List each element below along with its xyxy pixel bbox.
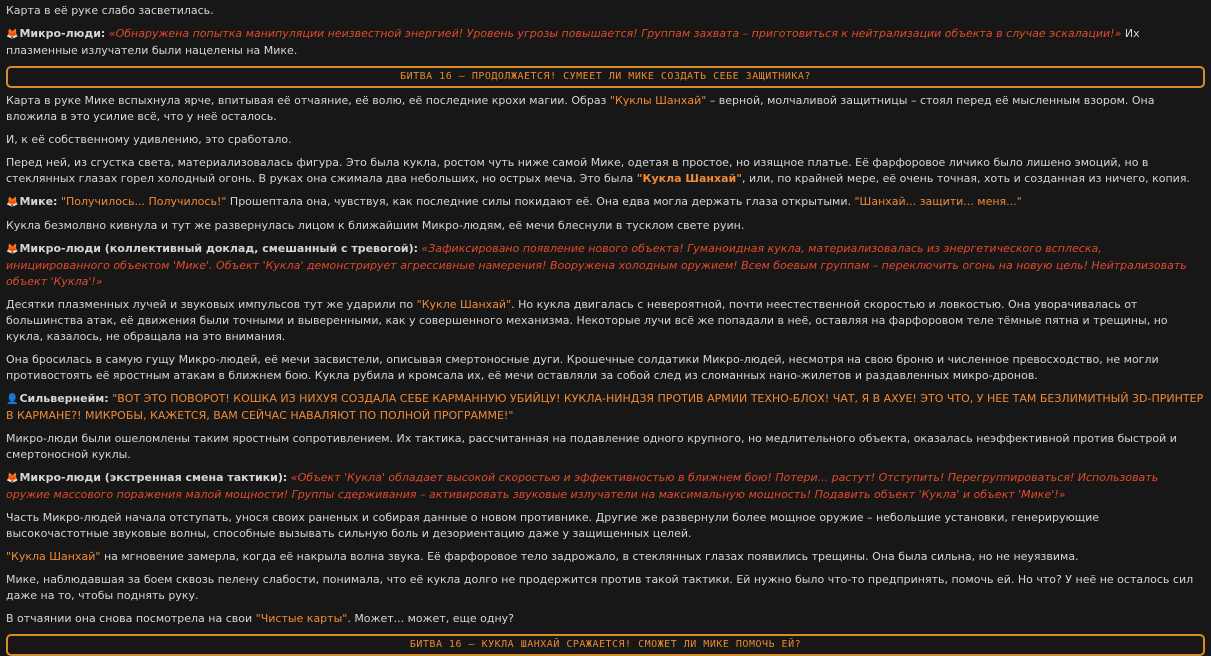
- narration-paragraph: В отчаянии она снова посмотрела на свои "Чистые карты". Может... может, еще одну?: [6, 612, 514, 625]
- fox-icon: 🦊: [6, 29, 19, 40]
- narration-paragraph: Мике, наблюдавшая за боем сквозь пелену слабости, понимала, что её кукла долго не продержится против такой тактики. Ей нужно было что-то предпринять, помочь ей. Но что? У неё не осталось сил даже на то, чтобы поднять руку.: [6, 573, 1194, 602]
- mike-message: 🦊Мике: "Получилось... Получилось!" Прошептала она, чувствуя, как последние силы покидают её. Она едва могла держать глаза открытыми. "Шанхай... защити... меня...": [6, 195, 1022, 208]
- narration-paragraph: Карта в её руке слабо засветилась.: [6, 4, 214, 17]
- narration-paragraph: Микро-люди были ошеломлены таким яростным сопротивлением. Их тактика, рассчитанная на подавление одного крупного, но медлительного объекта, оказалась неэффективной против быстрой и смертоносной куклы.: [6, 432, 1177, 461]
- narration-paragraph: Кукла безмолвно кивнула и тут же развернулась лицом к ближайшим Микро-людям, её мечи блеснули в тусклом свете руин.: [6, 219, 745, 232]
- micro-people-message: [6, 241, 1205, 290]
- highlight-name: "Кукле Шанхай": [416, 298, 512, 311]
- fox-icon: 🦊: [6, 473, 19, 484]
- battle-banner: БИТВА 16 – ПРОДОЛЖАЕТСЯ! СУМЕЕТ ЛИ МИКЕ СОЗДАТЬ СЕБЕ ЗАЩИТНИКА?: [6, 66, 1205, 88]
- fox-face-icon: 🦊: [6, 197, 19, 208]
- speech-quote: «Объект 'Кукла' обладает высокой скоростью и эффективностью в ближнем бою! Потери... растут! Отступить! Перегруппироваться! Использовать оружие массового поражения малой мощности! Группы сдерживания – активировать звуковые излучатели на максимальную мощность! Подавить объект 'Кукла' и объект 'Мике'!»: [6, 471, 1159, 501]
- speech-quote: "ВОТ ЭТО ПОВОРОТ! КОШКА ИЗ НИХУЯ СОЗДАЛА СЕБЕ КАРМАННУЮ УБИЙЦУ! КУКЛА-НИНДЗЯ ПРОТИВ АРМИИ ТЕХНО-БЛОХ! ЧАТ, Я В АХУЕ! ЭТО ЧТО, У НЕЕ ТАМ БЕЗЛИМИТНЫЙ 3D-ПРИНТЕР В КАРМАНЕ?! МИКРОБЫ, КАЖЕТСЯ, ВАМ СЕЙЧАС НАВАЛЯЮТ ПО ПОЛНОЙ ПРОГРАММЕ!": [6, 392, 1204, 422]
- silvernaim-message: [6, 391, 1205, 424]
- battle-banner: БИТВА 16 – КУКЛА ШАНХАЙ СРАЖАЕТСЯ! СМОЖЕТ ЛИ МИКЕ ПОМОЧЬ ЕЙ?: [6, 634, 1205, 656]
- speech-quote: "Шанхай... защити... меня...": [854, 195, 1022, 208]
- speech-quote: «Зафиксировано появление нового объекта! Гуманоидная кукла, материализовалась из энергетического всплеска, инициированного объектом 'Мике'. Объект 'Кукла' демонстрирует агрессивные намерения! Вооружена холодным оружием! Всем боевым группам – переключить огонь на новую цель! Нейтрализовать объект 'Кукла'!»: [6, 242, 1187, 288]
- highlight-name: "Чистые карты": [255, 612, 348, 625]
- narration-paragraph: И, к её собственному удивлению, это сработало.: [6, 133, 292, 146]
- speech-quote: «Обнаружена попытка манипуляции неизвестной энергией! Уровень угрозы повышается! Группам захвата – приготовиться к нейтрализации объекта в случае эскалации!»: [108, 27, 1122, 40]
- narration-paragraph: Она бросилась в самую гущу Микро-людей, её мечи засвистели, описывая смертоносные дуги. Крошечные солдатики Микро-людей, несмотря на свою броню и численное превосходство, не могли противостоять её яростным атакам в ближнем бою. Кукла рубила и кромсала их, её мечи оставляли за собой след из сломанных нано-жилетов и раздавленных микро-дронов.: [6, 353, 1159, 382]
- speech-quote: "Получилось... Получилось!": [60, 195, 227, 208]
- fox-icon: 🦊: [6, 244, 19, 255]
- speaker-name: Микро-люди (коллективный доклад, смешанный с тревогой):: [19, 242, 419, 255]
- micro-people-message: 🦊Микро-люди: «Обнаружена попытка манипуляции неизвестной энергией! Уровень угрозы повышается! Группам захвата – приготовиться к нейтрализации объекта в случае эскалации!» Их плазменные излучатели были нацелены на Мике.: [6, 27, 1140, 57]
- speaker-name: Микро-люди:: [19, 27, 106, 40]
- person-icon: 👤: [6, 394, 19, 405]
- speaker-name: Сильвернейм:: [19, 392, 109, 405]
- narration-paragraph: Перед ней, из сгустка света, материализовалась фигура. Это была кукла, ростом чуть ниже самой Мике, одетая в простое, но изящное платье. Её фарфоровое личико было лишено эмоций, но в стеклянных глазах горел холодный огонь. В руках она сжимала два небольших, но острых меча. Это была "Кукла Шанхай", или, по крайней мере, её очень точная, хоть и созданная из ничего, копия.: [6, 156, 1190, 185]
- highlight-name: "Кукла Шанхай": [6, 550, 101, 563]
- micro-people-message: [6, 470, 1205, 503]
- highlight-name: "Кукла Шанхай": [636, 172, 742, 185]
- speaker-name: Микро-люди (экстренная смена тактики):: [19, 471, 288, 484]
- narration-paragraph: Часть Микро-людей начала отступать, унося своих раненых и собирая данные о новом противнике. Другие же развернули более мощное оружие – небольшие установки, генерирующие высокочастотные звуковые волны, способные вызывать сильную боль и дезориентацию даже у защищенных целей.: [6, 511, 1100, 540]
- highlight-name: "Куклы Шанхай": [609, 94, 707, 107]
- narration-paragraph: Карта в руке Мике вспыхнула ярче, впитывая её отчаяние, её волю, её последние крохи магии. Образ "Куклы Шанхай" – верной, молчаливой защитницы – стоял перед её мысленным взором. Она вложила в это усилие всё, что у неё осталось.: [6, 94, 1155, 123]
- narration-paragraph: "Кукла Шанхай" на мгновение замерла, когда её накрыла волна звука. Её фарфоровое тело задрожало, в стеклянных глазах появились трещины. Она была сильна, но не неуязвима.: [6, 550, 1079, 563]
- narration-paragraph: Десятки плазменных лучей и звуковых импульсов тут же ударили по "Кукле Шанхай". Но кукла двигалась с невероятной, почти неестественной скоростью и ловкостью. Она уворачивалась от большинства атак, её движения были точными и выверенными, как у совершенного механизма. Некоторые лучи всё же попадали в неё, оставляя на фарфоровом теле тёмные пятна и трещины, но кукла, казалось, не обращала на это внимания.: [6, 298, 1168, 343]
- speaker-name: Мике:: [19, 195, 58, 208]
